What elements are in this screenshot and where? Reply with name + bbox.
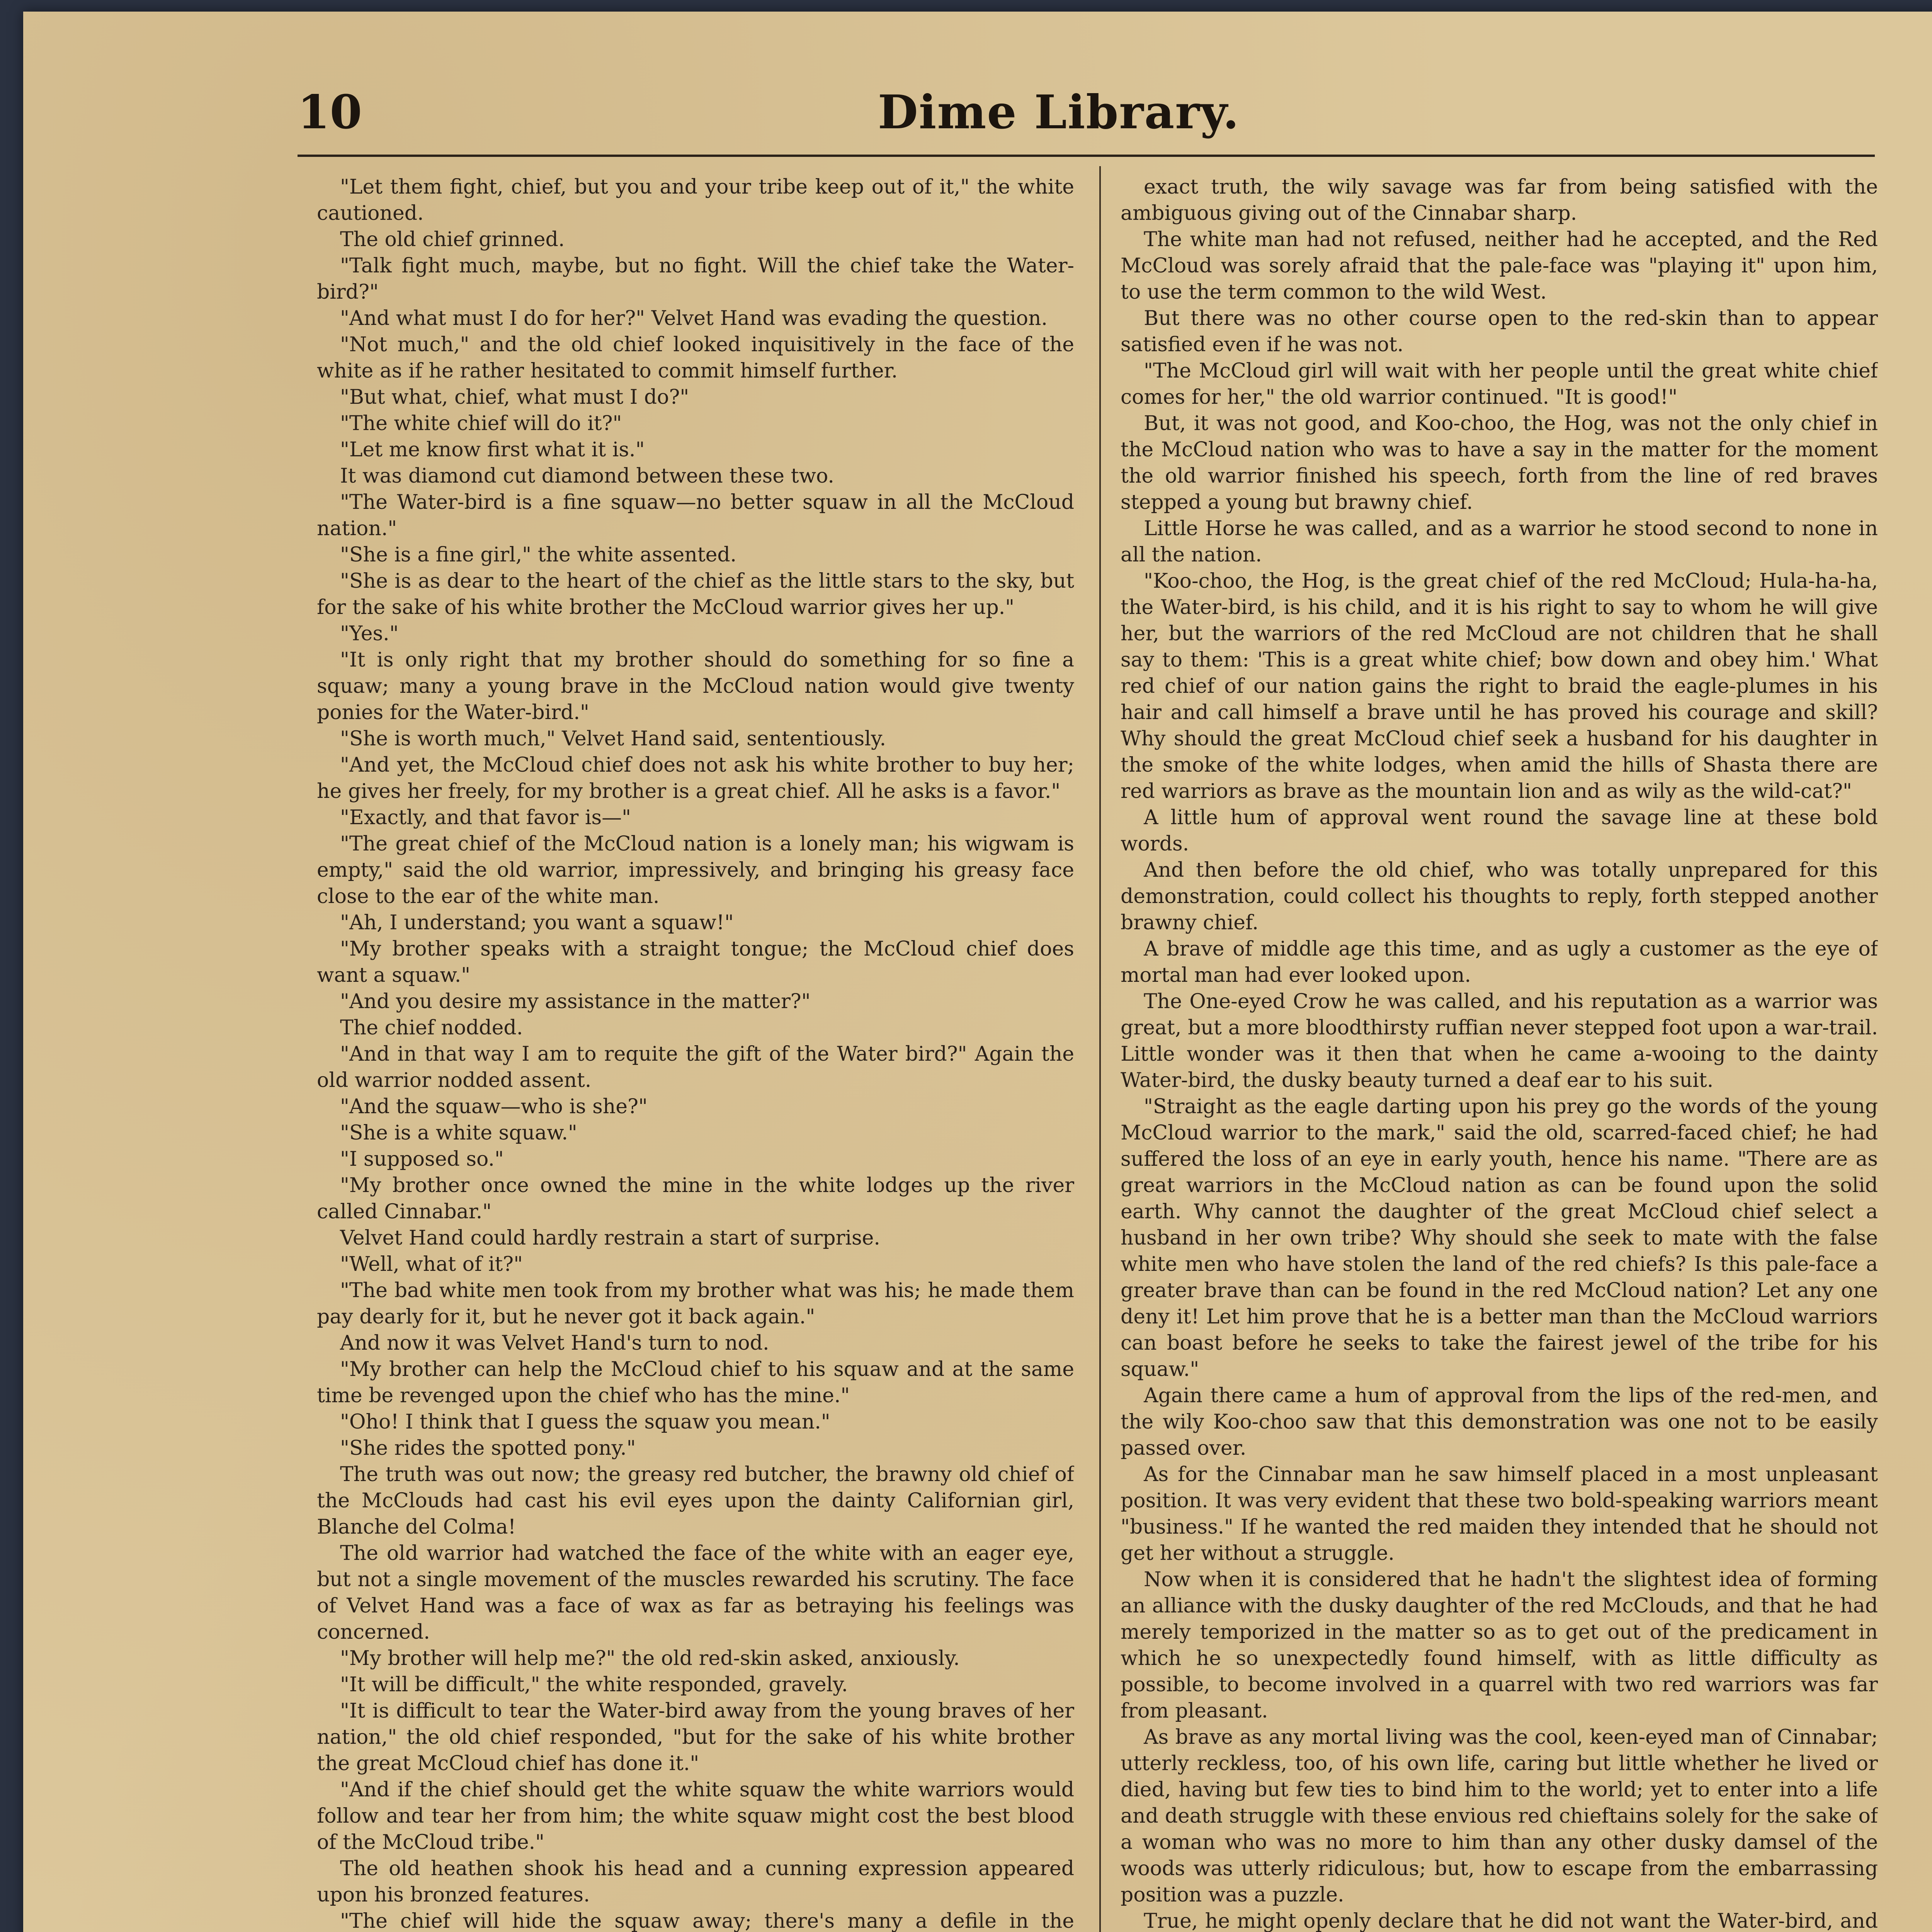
paragraph: A brave of middle age this time, and as ugly a customer as the eye of mortal man had ever looked upon.: [1121, 937, 1878, 987]
paragraph: The One-eyed Crow he was called, and his reputation as a warrior was great, but a more bloodthirsty ruffian never stepped foot upon a war-trail. Little wonder was it then that when he came a-wooing to the dainty Water-bird, the dusky beauty turned a deaf ear to his suit.: [1121, 990, 1878, 1092]
paragraph: Again there came a hum of approval from the lips of the red-men, and the wily Koo-choo saw that this demonstration was one not to be easily passed over.: [1121, 1384, 1878, 1460]
paragraph: "The Water-bird is a fine squaw—no better squaw in all the McCloud nation.": [317, 491, 1074, 540]
paragraph: "Not much," and the old chief looked inquisitively in the face of the white as if he rather hesitated to commit himself further.: [317, 333, 1074, 383]
paragraph: "Well, what of it?": [340, 1253, 523, 1276]
paragraph: But, it was not good, and Koo-choo, the Hog, was not the only chief in the McCloud nation who was to have a say in the matter for the moment the old warrior finished his speech, forth from the line of red braves stepped a young but brawny chief.: [1121, 412, 1878, 514]
paragraph: "My brother speaks with a straight tongue; the McCloud chief does want a squaw.": [317, 937, 1074, 987]
page-header: [270, 85, 1932, 147]
paragraph: "She is worth much," Velvet Hand said, sententiously.: [340, 727, 886, 750]
paragraph: "My brother will help me?" the old red-skin asked, anxiously.: [340, 1647, 960, 1670]
paragraph: And now it was Velvet Hand's turn to nod.: [340, 1332, 769, 1355]
running-title: Dime Library.: [878, 85, 1240, 139]
left-column: [317, 174, 1074, 1932]
paragraph: "And if the chief should get the white squaw the white warriors would follow and tear her from him; the white squaw might cost the best blood of the McCloud tribe.": [317, 1778, 1074, 1854]
paragraph: The old chief grinned.: [340, 228, 565, 251]
paragraph: "She rides the spotted pony.": [340, 1437, 636, 1460]
paragraph: True, he might openly declare that he did not want the Water-bird, and: [1144, 1910, 1878, 1932]
paragraph: The truth was out now; the greasy red butcher, the brawny old chief of the McClouds had cast his evil eyes upon the dainty Californian girl, Blanche del Colma!: [317, 1463, 1074, 1539]
paragraph: The old warrior had watched the face of the white with an eager eye, but not a single movement of the muscles rewarded his scrutiny. The face of Velvet Hand was a face of wax as far as betraying his feelings was concerned.: [317, 1542, 1074, 1644]
paragraph: "Let me know first what it is.": [340, 438, 645, 461]
paragraph: "It will be difficult," the white responded, gravely.: [340, 1673, 848, 1696]
paragraph: "It is only right that my brother should do something for so fine a squaw; many a young brave in the McCloud nation would give twenty ponies for the Water-bird.": [317, 648, 1074, 724]
paragraph: "Straight as the eagle darting upon his prey go the words of the young McCloud warrior to the mark," said the old, scarred-faced chief; he had suffered the loss of an eye in early youth, hence his name. "There are as great warriors in the McCloud nation as can be found upon the solid earth. Why cannot the daughter of the great McCloud chief select a husband in her own tribe? Why should she seek to mate with the false white men who have stolen the land of the red chiefs? Is this pale-face a greater brave than can be found in the red McCloud nation? Let any one deny it! Let him prove that he is a better man than the McCloud warriors can boast before he seeks to take the fairest jewel of the tribe for his squaw.": [1121, 1095, 1878, 1381]
paragraph: "The bad white men took from my brother what was his; he made them pay dearly for it, but he never got it back again.": [317, 1279, 1074, 1328]
paragraph: The chief nodded.: [340, 1016, 523, 1039]
paragraph: And then before the old chief, who was totally unprepared for this demonstration, could collect his thoughts to reply, forth stepped another brawny chief.: [1121, 859, 1878, 934]
paragraph: But there was no other course open to the red-skin than to appear satisfied even if he was not.: [1121, 307, 1878, 356]
paragraph: "She is a fine girl," the white assented.: [340, 543, 737, 566]
paragraph: "Koo-choo, the Hog, is the great chief of the red McCloud; Hula-ha-ha, the Water-bird, is his child, and it is his right to say to whom he will give her, but the warriors of the red McCloud are not children that he shall say to them: 'This is a great white chief; bow down and obey him.' What red chief of our nation gains the right to braid the eagle-plumes in his hair and call himself a brave until he has proved his courage and skill? Why should the great McCloud chief seek a husband for his daughter in the smoke of the white lodges, when amid the hills of Shasta there are red warriors as brave as the mountain lion and as wily as the wild-cat?": [1121, 570, 1878, 803]
column-divider: [1099, 166, 1101, 1932]
paragraph: "The McCloud girl will wait with her people until the great white chief comes for her," the old warrior continued. "It is good!": [1121, 359, 1878, 409]
paragraph: "She is a white squaw.": [340, 1121, 577, 1145]
paragraph: "Let them fight, chief, but you and your tribe keep out of it," the white cautioned.: [317, 175, 1074, 225]
paragraph: "And you desire my assistance in the matter?": [340, 990, 811, 1013]
paragraph: "The great chief of the McCloud nation is a lonely man; his wigwam is empty," said the old warrior, impressively, and bringing his greasy face close to the ear of the white man.: [317, 832, 1074, 908]
paragraph: "Talk fight much, maybe, but no fight. Will the chief take the Water-bird?": [317, 254, 1074, 304]
paragraph: "And in that way I am to requite the gift of the Water bird?" Again the old warrior nodded assent.: [317, 1043, 1074, 1092]
paragraph: "Yes.": [340, 622, 399, 645]
paragraph: exact truth, the wily savage was far from being satisfied with the ambiguous giving out of the Cinnabar sharp.: [1121, 175, 1878, 225]
paragraph: "And yet, the McCloud chief does not ask his white brother to buy her; he gives her freely, for my brother is a great chief. All he asks is a favor.": [317, 753, 1074, 803]
paragraph: "Exactly, and that favor is—": [340, 806, 631, 829]
paragraph: It was diamond cut diamond between these two.: [340, 464, 834, 488]
paragraph: The white man had not refused, neither had he accepted, and the Red McCloud was sorely afraid that the pale-face was "playing it" upon him, to use the term common to the wild West.: [1121, 228, 1878, 304]
paragraph: Little Horse he was called, and as a warrior he stood second to none in all the nation.: [1121, 517, 1878, 566]
header-rule: [298, 155, 1875, 157]
paragraph: Now when it is considered that he hadn't the slightest idea of forming an alliance with the dusky daughter of the red McClouds, and that he had merely temporized in the matter so as to get out of the predicament in which he so unexpectedly found himself, with as little difficulty as possible, to become involved in a quarrel with two red warriors was far from pleasant.: [1121, 1568, 1878, 1723]
paragraph: "It is difficult to tear the Water-bird away from the young braves of her nation," the old chief responded, "but for the sake of his white brother the great McCloud chief has done it.": [317, 1699, 1074, 1775]
paragraph: As brave as any mortal living was the cool, keen-eyed man of Cinnabar; utterly reckless, too, of his own life, caring but little whether he lived or died, having but few ties to bind him to the world; yet to enter into a life and death struggle with these envious red chieftains solely for the sake of a woman who was no more to him than any other dusky damsel of the woods was utterly ridiculous; but, how to escape from the embarrassing position was a puzzle.: [1121, 1726, 1878, 1906]
paragraph: The old heathen shook his head and a cunning expression appeared upon his bronzed features.: [317, 1857, 1074, 1906]
paragraph: "My brother can help the McCloud chief to his squaw and at the same time be revenged upon the chief who has the mine.": [317, 1358, 1074, 1407]
right-column: [1121, 174, 1878, 1932]
paragraph: "I supposed so.": [340, 1148, 504, 1171]
paragraph: "And what must I do for her?" Velvet Hand was evading the question.: [340, 307, 1048, 330]
paragraph: "She is as dear to the heart of the chief as the little stars to the sky, but for the sake of his white brother the McCloud warrior gives her up.": [317, 570, 1074, 619]
page-number: 10: [298, 85, 362, 139]
paragraph: As for the Cinnabar man he saw himself placed in a most unpleasant position. It was very evident that these two bold-speaking warriors meant "business." If he wanted the red maiden they intended that he should not get her without a struggle.: [1121, 1463, 1878, 1565]
paragraph: Velvet Hand could hardly restrain a start of surprise.: [340, 1226, 880, 1250]
paragraph: A little hum of approval went round the savage line at these bold words.: [1121, 806, 1878, 855]
paragraph: "But what, chief, what must I do?": [340, 386, 689, 409]
paragraph: "The white chief will do it?": [340, 412, 622, 435]
paragraph: "The chief will hide the squaw away; there's many a defile in the: [340, 1910, 1074, 1932]
paragraph: "And the squaw—who is she?": [340, 1095, 648, 1118]
paragraph: "Ah, I understand; you want a squaw!": [340, 911, 734, 934]
paragraph: "My brother once owned the mine in the white lodges up the river called Cinnabar.": [317, 1174, 1074, 1223]
paragraph: "Oho! I think that I guess the squaw you mean.": [340, 1410, 830, 1434]
